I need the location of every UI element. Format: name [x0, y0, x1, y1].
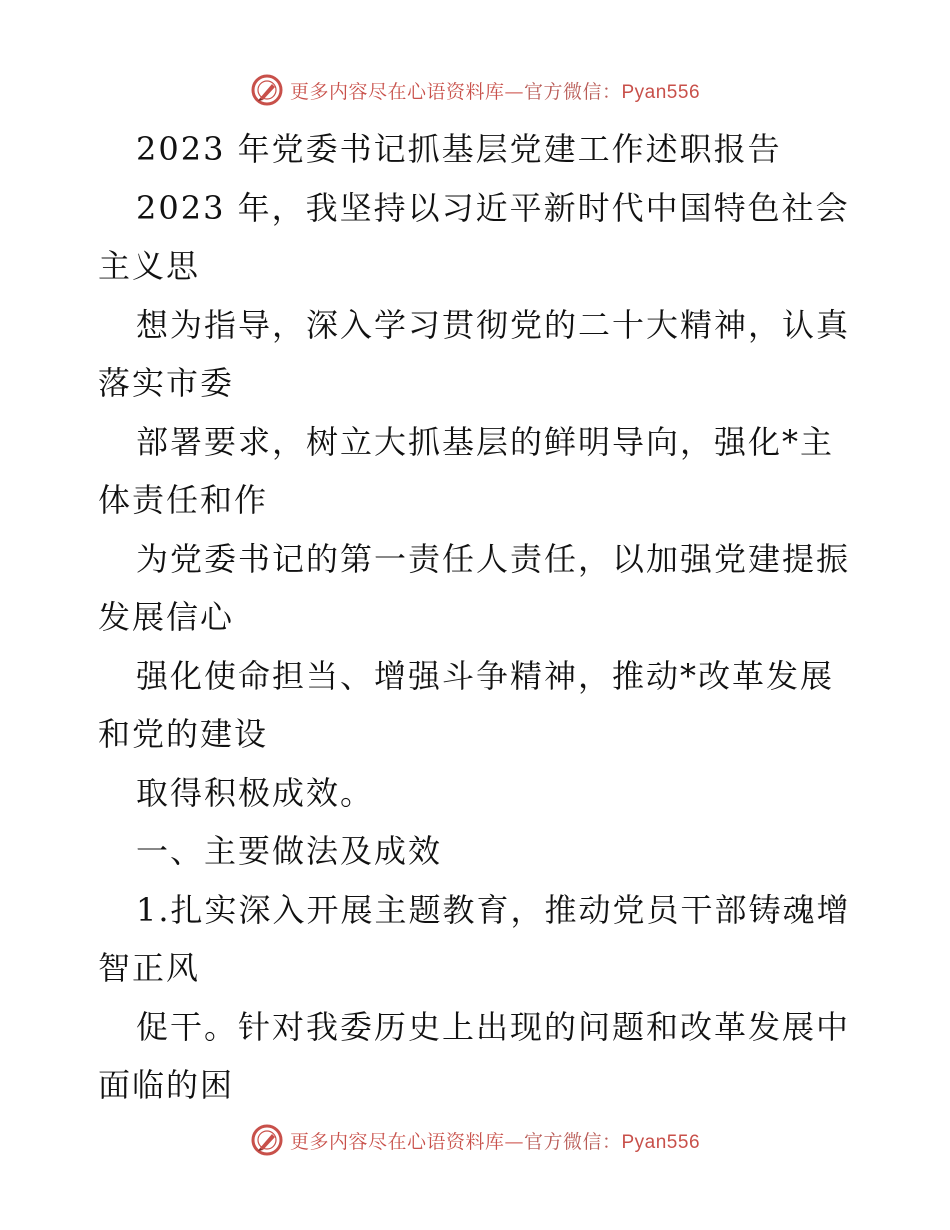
paragraph-line: 主义思	[98, 247, 201, 285]
paragraph-line: 2023 年，我坚持以习近平新时代中国特色社会	[136, 188, 850, 227]
document-title: 2023 年党委书记抓基层党建工作述职报告	[136, 130, 782, 168]
subsection-heading: 1.扎实深入开展主题教育，推动党员干部铸魂增	[136, 890, 851, 929]
paragraph-line: 智正风	[98, 949, 201, 987]
header-watermark-banner	[0, 70, 950, 110]
paragraph-line: 发展信心	[98, 598, 235, 636]
paragraph-line: 面临的困	[98, 1066, 235, 1104]
paragraph-line: 取得积极成效。	[136, 773, 375, 812]
paragraph-line: 为党委书记的第一责任人责任，以加强党建提振	[136, 539, 851, 578]
section-heading: 一、主要做法及成效	[136, 832, 443, 870]
watermark-text: 更多内容尽在心语资料库—官方微信：Pyan556	[289, 1130, 701, 1153]
watermark-text: 更多内容尽在心语资料库—官方微信：Pyan556	[289, 80, 701, 103]
paragraph-line: 部署要求，树立大抓基层的鲜明导向，强化*主	[136, 422, 835, 461]
paragraph-line: 促干。针对我委历史上出现的问题和改革发展中	[136, 1007, 851, 1046]
footer-watermark-banner	[0, 1120, 950, 1160]
pen-circle-logo-icon	[250, 73, 284, 107]
paragraph-line: 强化使命担当、增强斗争精神，推动*改革发展	[136, 656, 835, 695]
paragraph-line: 落实市委	[98, 364, 235, 402]
paragraph-line: 和党的建设	[98, 715, 269, 753]
pen-circle-logo-icon	[250, 1123, 284, 1157]
document-body	[98, 120, 858, 1115]
paragraph-line: 想为指导，深入学习贯彻党的二十大精神，认真	[136, 305, 851, 344]
paragraph-line: 体责任和作	[98, 481, 269, 519]
